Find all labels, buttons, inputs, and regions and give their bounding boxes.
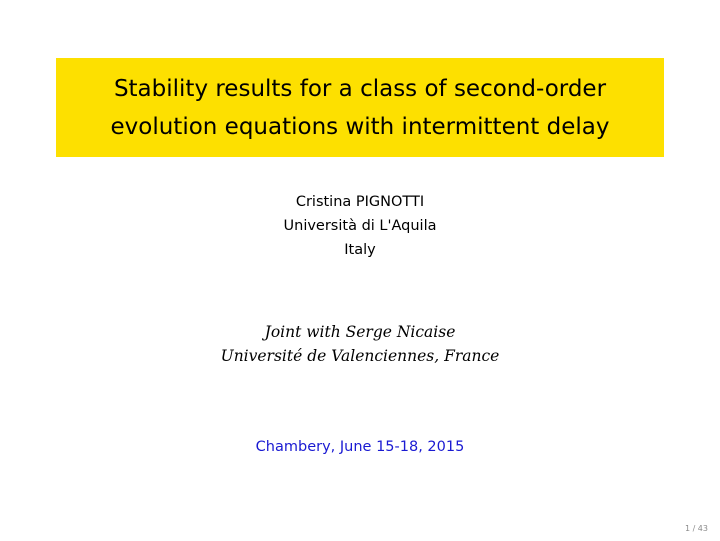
coauthor-line: Joint with Serge Nicaise (264, 323, 456, 341)
coauthor-affiliation: Université de Valenciennes, France (220, 347, 500, 365)
author-block (0, 190, 720, 262)
author-affiliation: Università di L'Aquila (283, 218, 437, 234)
coauthor-block (0, 320, 720, 368)
venue-date: Chambery, June 15-18, 2015 (255, 439, 465, 455)
page-number: 1 / 43 (684, 524, 708, 533)
author-name: Cristina PIGNOTTI (295, 194, 425, 210)
author-country: Italy (344, 242, 376, 258)
title-line-1: Stability results for a class of second-order (113, 75, 607, 102)
title-line-2: evolution equations with intermittent delay (110, 113, 610, 140)
title-box (56, 58, 664, 157)
